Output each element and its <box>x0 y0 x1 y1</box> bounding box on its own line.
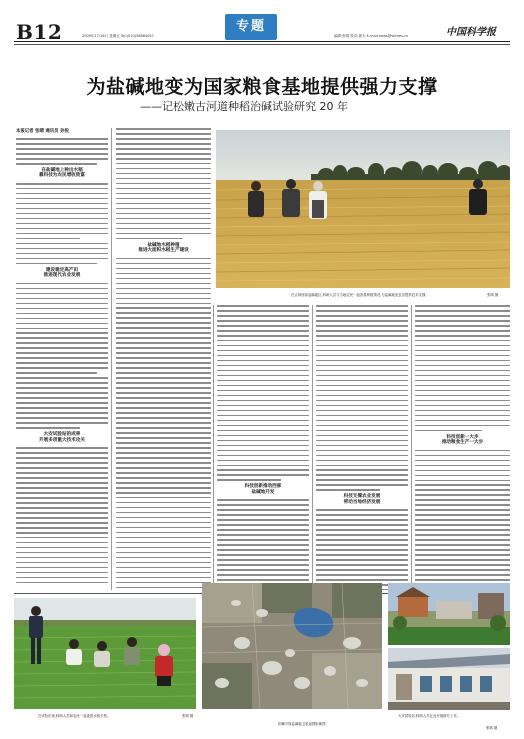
headline-title: 为盐碱地变为国家粮食基地提供强力支撑 <box>86 76 438 98</box>
headline-subtitle: ——记松嫩古河道种稻治碱试验研究 20 年 <box>140 100 348 113</box>
bottom-left-credit: 张晴 摄 <box>182 714 194 718</box>
article-column-1 <box>16 128 108 592</box>
article-subhead: 大安试验站的成果 开展多项重大技术攻关 <box>39 432 85 443</box>
bottom-right-credit: 张晴 摄 <box>486 726 498 730</box>
article-subhead: 在盐碱地上种出水稻 靠科技为农民增收致富 <box>39 167 85 179</box>
article-column-5 <box>415 305 510 590</box>
article-subhead: 科技创新推动西部 盐碱地开发 <box>244 484 282 495</box>
section-label: 专题 <box>225 14 277 40</box>
bottom-middle-caption: 松嫩平原盐碱地卫星遥感影像图 <box>278 722 326 726</box>
article-column-4 <box>316 305 408 590</box>
date-line: 2009年1月16日 星期五 Tel:(010)58884057 <box>82 34 154 38</box>
header-rule-thin <box>14 44 510 45</box>
article-column-3 <box>217 305 309 590</box>
newspaper-brand: 中国科学报 <box>446 27 496 38</box>
article-subhead: 建设稳定高产田 推进现代农业发展 <box>43 267 81 279</box>
bottom-left-caption: 在试验田里,科研人员和农民一起查看水稻长势。 <box>38 714 111 718</box>
top-photo-credit: 张晴 摄 <box>487 293 499 297</box>
bottom-middle-satellite-image <box>202 583 382 709</box>
bottom-right-caption: 大安试验站,科研人员在此开展研究工作。 <box>398 714 461 718</box>
bottom-right-photo-top <box>388 583 510 645</box>
article-subhead: 科技创新一大步 推动粮食生产一大步 <box>441 434 484 446</box>
bottom-left-photo <box>14 598 196 709</box>
bottom-right-photo-bottom <box>388 648 510 710</box>
article-subhead: 盐碱地水稻种植 推进大面积水稻生产建设 <box>138 242 189 254</box>
top-photo-rice-field <box>216 130 510 288</box>
editor-line: 编辑:张晴 校对:唐为 E-mail:news@stimes.cn <box>334 34 409 38</box>
article-subhead: 科技支撑农业发展 带动当地经济发展 <box>343 494 381 505</box>
article-column-2 <box>116 128 211 592</box>
article-byline: 本报记者 张晴 通讯员 孙悦 <box>16 129 69 134</box>
header-rule <box>14 41 510 42</box>
page-number: B12 <box>16 20 63 44</box>
top-photo-caption: 在吉林西部盐碱地区,科研人员与当地农民一起查看种植情况,为盐碱地变良田提供技术支撑。 <box>291 293 429 297</box>
